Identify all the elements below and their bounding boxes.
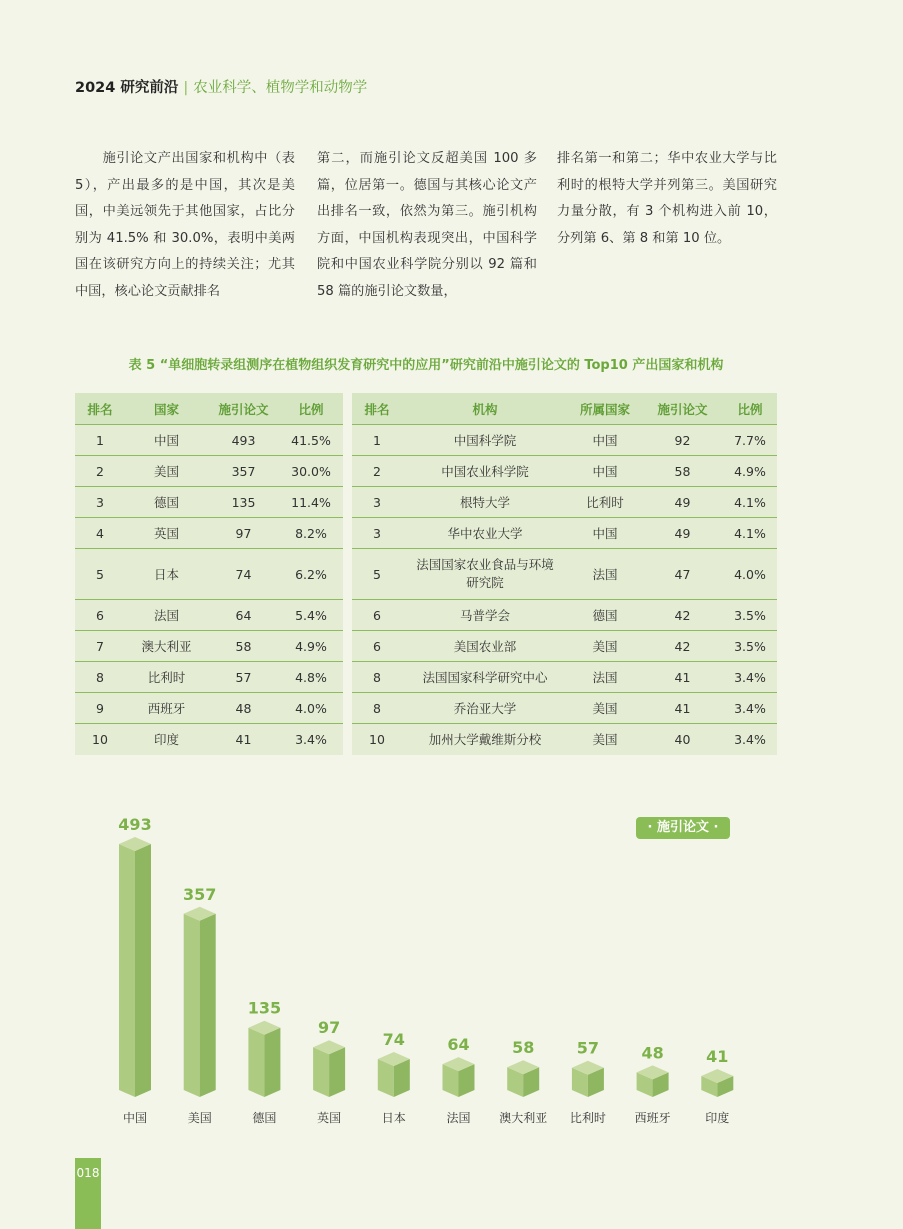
rank-cell: 9	[75, 693, 125, 724]
rank-cell: 8	[352, 693, 402, 724]
rank-cell: 8	[75, 662, 125, 693]
papers-cell: 97	[208, 518, 279, 549]
bar-value-label: 57	[576, 1038, 600, 1058]
bar-3-side	[264, 1028, 280, 1097]
ratio-cell: 4.0%	[723, 549, 777, 600]
papers-cell: 74	[208, 549, 279, 600]
rank-cell: 1	[75, 425, 125, 456]
rank-cell: 3	[352, 518, 402, 549]
table-row	[352, 549, 777, 600]
rank-cell: 2	[75, 456, 125, 487]
bar-value-label: 74	[382, 1030, 405, 1050]
table-row	[352, 518, 777, 549]
rank-cell: 10	[92, 731, 108, 747]
body-text-column-3: 排名第一和第二；华中农业大学与比利时的根特大学并列第三。美国研究力量分散，有 3 个机构进入前 10，分列第 6、第 8 和第 10 位。	[557, 151, 777, 246]
institution-table-header-institution: 机构	[402, 393, 568, 425]
ratio-cell: 3.5%	[723, 600, 777, 631]
ratio-cell: 6.2%	[279, 549, 343, 600]
institution-table	[352, 393, 777, 755]
institution-cell: 美国农业部	[402, 631, 568, 662]
papers-cell: 47	[642, 549, 723, 600]
rank-cell: 6	[352, 631, 402, 662]
rank-cell: 3	[352, 487, 402, 518]
bar-value-label: 97	[317, 1018, 341, 1038]
country-table-header-country: 国家	[125, 393, 208, 425]
page-header	[75, 76, 367, 97]
bar-value-label: 41	[706, 1046, 729, 1066]
table-row	[75, 724, 343, 755]
table-row	[75, 693, 343, 724]
page-number: 018	[76, 1166, 100, 1180]
bar-category-label: 英国	[317, 1111, 342, 1125]
papers-cell: 41	[235, 731, 252, 747]
rank-cell: 8	[352, 662, 402, 693]
papers-cell: 58	[208, 631, 279, 662]
bar-value-label: 48	[641, 1043, 664, 1063]
papers-cell: 40	[674, 731, 691, 747]
institution-table-header-rank: 排名	[352, 393, 402, 425]
country-cell: 西班牙	[125, 693, 208, 724]
bar-category-label: 澳大利亚	[499, 1111, 548, 1125]
bar-value-label: 357	[182, 884, 217, 904]
institution-cell: 法国国家科学研究中心	[402, 662, 568, 693]
ratio-cell: 4.9%	[723, 456, 777, 487]
table-row	[75, 662, 343, 693]
country-cell: 中国	[568, 425, 642, 456]
header-year-title: 2024 研究前沿	[75, 80, 179, 96]
papers-cell: 135	[208, 487, 279, 518]
table-row	[75, 600, 343, 631]
table-row	[352, 662, 777, 693]
bar-category-label: 法国	[446, 1111, 471, 1125]
institution-cell: 中国农业科学院	[402, 456, 568, 487]
papers-cell: 49	[642, 487, 723, 518]
country-cell: 中国	[125, 425, 208, 456]
institution-name-wrapped: 法国国家农业食品与环境研究院	[416, 557, 554, 590]
papers-cell: 49	[642, 518, 723, 549]
ratio-cell: 3.4%	[723, 662, 777, 693]
bar-category-label: 比利时	[569, 1111, 606, 1125]
papers-cell: 48	[208, 693, 279, 724]
country-cell: 美国	[568, 631, 642, 662]
table-row	[352, 631, 777, 662]
table-row	[352, 600, 777, 631]
papers-cell: 493	[208, 425, 279, 456]
institution-cell: 乔治亚大学	[402, 693, 568, 724]
bar-4-side	[329, 1047, 345, 1097]
country-table-header-rank: 排名	[75, 393, 125, 425]
ratio-cell: 41.5%	[279, 425, 343, 456]
ratio-cell: 3.5%	[723, 631, 777, 662]
country-cell: 德国	[568, 600, 642, 631]
country-cell: 法国	[125, 600, 208, 631]
institution-cell: 马普学会	[402, 600, 568, 631]
ratio-cell: 4.8%	[279, 662, 343, 693]
institution-cell	[402, 549, 568, 600]
bar-category-label: 印度	[705, 1111, 730, 1125]
papers-cell: 64	[208, 600, 279, 631]
country-cell: 美国	[125, 456, 208, 487]
bar-category-label: 西班牙	[634, 1111, 671, 1125]
ratio-cell: 11.4%	[279, 487, 343, 518]
citing-papers-bar-chart	[0, 790, 903, 1140]
ratio-cell: 8.2%	[279, 518, 343, 549]
bar-1-front	[119, 844, 135, 1097]
rank-cell: 5	[352, 549, 402, 600]
body-text-column-1: 施引论文产出国家和机构中（表 5），产出最多的是中国，其次是美国，中美远领先于其他国家，占比分别为 41.5% 和 30.0%，表明中美两国在该研究方向上的持续关注；尤其中国，核心论文贡献排名	[75, 151, 295, 299]
rank-cell: 3	[75, 487, 125, 518]
country-cell: 日本	[125, 549, 208, 600]
papers-cell: 57	[208, 662, 279, 693]
bar-category-label: 日本	[381, 1111, 406, 1125]
rank-cell: 6	[352, 600, 402, 631]
body-text-column-2: 第二，而施引论文反超美国 100 多篇，位居第一。德国与其核心论文产出排名一致，依然为第三。施引机构方面，中国机构表现突出，中国科学院和中国农业科学院分别以 92 篇和 58 篇的施引论文数量，	[317, 151, 537, 299]
rank-cell: 5	[75, 549, 125, 600]
rank-cell: 7	[75, 631, 125, 662]
bar-category-label: 中国	[122, 1111, 148, 1125]
institution-cell: 加州大学戴维斯分校	[428, 732, 542, 748]
ratio-cell: 3.4%	[295, 731, 327, 747]
country-table-header-papers: 施引论文	[208, 393, 279, 425]
ratio-cell: 4.1%	[723, 487, 777, 518]
institution-table-header-ratio: 比例	[723, 393, 777, 425]
ratio-cell: 5.4%	[279, 600, 343, 631]
country-cell: 比利时	[568, 487, 642, 518]
table-row	[352, 456, 777, 487]
table-row	[352, 487, 777, 518]
table-row	[352, 724, 777, 755]
bar-category-label: 德国	[252, 1111, 277, 1125]
table-caption: 表 5 “单细胞转录组测序在植物组织发育研究中的应用”研究前沿中施引论文的 Top10 产出国家和机构	[128, 358, 724, 373]
country-table-header-ratio: 比例	[279, 393, 343, 425]
table-row	[75, 631, 343, 662]
table-row	[75, 518, 343, 549]
ratio-cell: 3.4%	[723, 693, 777, 724]
rank-cell: 4	[75, 518, 125, 549]
rank-cell: 6	[75, 600, 125, 631]
bar-4-front	[313, 1047, 329, 1097]
papers-cell: 41	[642, 662, 723, 693]
institution-cell: 根特大学	[402, 487, 568, 518]
table-row	[75, 456, 343, 487]
ratio-cell: 3.4%	[734, 731, 766, 747]
ratio-cell: 4.0%	[279, 693, 343, 724]
ratio-cell: 7.7%	[723, 425, 777, 456]
table-row	[352, 693, 777, 724]
rank-cell: 2	[352, 456, 402, 487]
country-cell: 德国	[125, 487, 208, 518]
bar-2-front	[184, 914, 200, 1097]
papers-cell: 41	[642, 693, 723, 724]
country-cell: 澳大利亚	[125, 631, 208, 662]
papers-cell: 42	[642, 631, 723, 662]
country-cell: 英国	[125, 518, 208, 549]
bar-value-label: 493	[118, 815, 152, 834]
bar-value-label: 58	[512, 1038, 535, 1058]
country-cell: 法国	[568, 549, 642, 600]
institution-table-header-papers: 施引论文	[642, 393, 723, 425]
table-row	[75, 487, 343, 518]
rank-cell: 10	[369, 731, 385, 747]
bar-value-label: 135	[247, 998, 282, 1018]
country-table	[75, 393, 343, 755]
country-cell: 中国	[568, 518, 642, 549]
bar-value-label: 64	[447, 1035, 470, 1055]
table-row	[75, 549, 343, 600]
country-cell: 美国	[568, 693, 642, 724]
institution-cell: 中国科学院	[402, 425, 568, 456]
table-row	[352, 425, 777, 456]
rank-cell: 1	[352, 425, 402, 456]
bar-3-front	[248, 1028, 264, 1097]
institution-cell: 华中农业大学	[402, 518, 568, 549]
chart-legend: · 施引论文 ·	[636, 817, 730, 839]
country-cell: 法国	[568, 662, 642, 693]
country-cell: 印度	[153, 732, 179, 748]
country-cell: 比利时	[125, 662, 208, 693]
institution-table-header-country: 所属国家	[568, 393, 642, 425]
bar-category-label: 美国	[187, 1111, 212, 1125]
papers-cell: 92	[642, 425, 723, 456]
country-cell: 美国	[592, 732, 618, 748]
ratio-cell: 4.1%	[723, 518, 777, 549]
page-number-tab	[75, 1158, 101, 1229]
bar-1-side	[135, 844, 151, 1097]
papers-cell: 58	[642, 456, 723, 487]
header-subtitle: 农业科学、植物学和动物学	[193, 80, 368, 96]
ratio-cell: 4.9%	[279, 631, 343, 662]
header-separator: |	[183, 80, 189, 96]
papers-cell: 357	[208, 456, 279, 487]
table-row	[75, 425, 343, 456]
country-cell: 中国	[568, 456, 642, 487]
bar-2-side	[200, 914, 216, 1097]
ratio-cell: 30.0%	[279, 456, 343, 487]
papers-cell: 42	[642, 600, 723, 631]
